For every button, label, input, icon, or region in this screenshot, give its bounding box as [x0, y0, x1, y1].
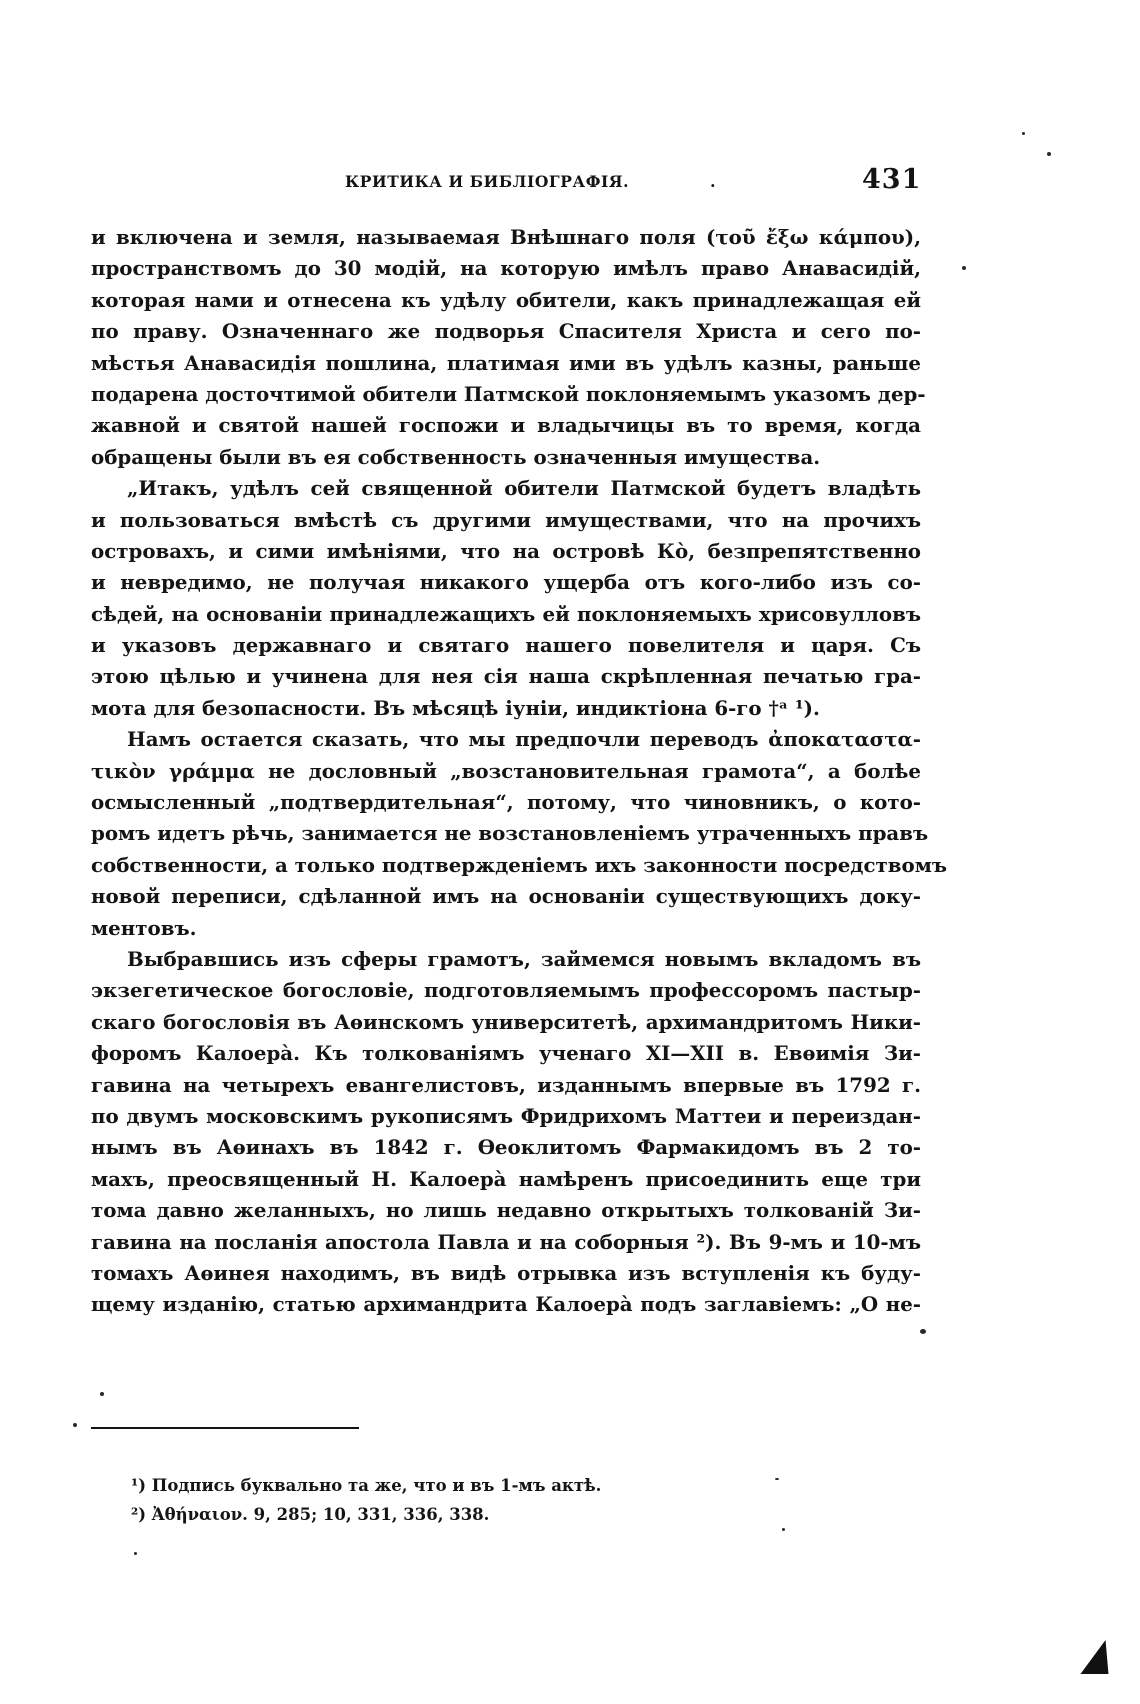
text-line: которая нами и отнесена къ удѣлу обители, какъ принадлежащая ей	[91, 287, 921, 312]
scan-speck	[73, 1423, 77, 1427]
running-head-separator: .	[710, 172, 716, 191]
text-line: τικὸν γράμμα не дословный „возстановительная грамота“, а болѣе	[91, 758, 921, 783]
text-line: нымъ въ Аѳинахъ въ 1842 г. Ѳеоклитомъ Фармакидомъ въ 2 то-	[91, 1135, 921, 1160]
text-line: пространствомъ до 30 модій, на которую имѣлъ право Анавасидій,	[91, 256, 921, 281]
scan-speck	[962, 266, 966, 270]
text-line: тома давно желанныхъ, но лишь недавно открытыхъ толкованій Зи-	[91, 1198, 921, 1223]
text-line: этою цѣлью и учинена для нея сія наша скрѣпленная печатью гра-	[91, 664, 921, 689]
text-line: и невредимо, не получая никакого ущерба отъ кого-либо изъ со-	[91, 570, 921, 595]
page-number: 431	[862, 164, 922, 195]
text-line: собственности, а только подтвержденіемъ ихъ законности посредствомъ	[91, 852, 948, 877]
text-line: по праву. Означеннаго же подворья Спасителя Христа и сего по-	[91, 319, 921, 344]
text-line: и включена и земля, называемая Внѣшнаго поля (τοῦ ἔξω κάμπου),	[91, 225, 921, 249]
footnotes	[131, 1471, 601, 1529]
text-line: осмысленный „подтвердительная“, потому, что чиновникъ, о кото-	[91, 790, 921, 815]
text-line: новой переписи, сдѣланной имъ на основаніи существующихъ доку-	[91, 884, 921, 909]
text-line: форомъ Калоерà. Къ толкованіямъ ученаго XI—XII в. Евѳимія Зи-	[91, 1041, 921, 1066]
text-line: подарена досточтимой обители Патмской поклоняемымъ указомъ дер-	[91, 381, 926, 406]
footnote-rule	[91, 1427, 359, 1429]
scan-corner-mark	[1080, 1640, 1119, 1674]
text-line: жавной и святой нашей госпожи и владычицы въ то время, когда	[91, 413, 921, 438]
text-line: мота для безопасности. Въ мѣсяцѣ іуніи, индиктіона 6-го †ᵃ ¹).	[91, 695, 820, 720]
text-line: гавина на посланія апостола Павла и на соборныя ²). Въ 9-мъ и 10-мъ	[91, 1229, 921, 1254]
running-head: КРИТИКА И БИБЛІОГРАФІЯ.	[345, 172, 630, 191]
text-line: махъ, преосвященный Н. Калоерà намѣренъ присоединить еще три	[91, 1166, 921, 1191]
text-line: скаго богословія въ Аѳинскомъ университетѣ, архимандритомъ Ники-	[91, 1009, 921, 1034]
text-line: экзегетическое богословіе, подготовляемымъ профессоромъ пастыр-	[91, 978, 921, 1003]
scan-speck	[1047, 152, 1051, 156]
text-line: „Итакъ, удѣлъ сей священной обители Патмской будетъ владѣть	[127, 476, 921, 501]
text-line: ментовъ.	[91, 915, 197, 940]
text-line: мѣстья Анавасидія пошлина, платимая ими въ удѣлъ казны, раньше	[91, 350, 921, 375]
text-line: обращены были въ ея собственность означенныя имущества.	[91, 444, 821, 469]
text-line: Намъ остается сказать, что мы предпочли переводъ ἀποκαταστα-	[127, 727, 921, 752]
footnote-2: ²) Ἀθήναιον. 9, 285; 10, 331, 336, 338.	[131, 1505, 490, 1524]
text-line: щему изданію, статью архимандрита Калоерà подъ заглавіемъ: „О не-	[91, 1292, 921, 1317]
text-line: томахъ Аѳинея находимъ, въ видѣ отрывка изъ вступленія къ буду-	[91, 1260, 921, 1285]
scan-speck	[100, 1392, 104, 1396]
scan-speck	[775, 1478, 779, 1480]
text-line: ромъ идетъ рѣчь, занимается не возстановленіемъ утраченныхъ правъ	[91, 821, 929, 846]
text-line: гавина на четырехъ евангелистовъ, изданнымъ впервые въ 1792 г.	[91, 1072, 921, 1097]
footnote-1: ¹) Подпись буквально та же, что и въ 1-мъ актѣ.	[131, 1476, 602, 1495]
text-line: и пользоваться вмѣстѣ съ другими имуществами, что на прочихъ	[91, 507, 921, 532]
text-line: островахъ, и сими имѣніями, что на островѣ Кὸ, безпрепятственно	[91, 538, 921, 563]
text-line: Выбравшись изъ сферы грамотъ, займемся новымъ вкладомъ въ	[127, 946, 921, 971]
scan-speck	[1022, 132, 1025, 135]
scan-speck	[782, 1528, 785, 1531]
scan-speck	[134, 1552, 137, 1555]
text-line: и указовъ державнаго и святаго нашего повелителя и царя. Съ	[91, 633, 921, 658]
text-line: сѣдей, на основаніи принадлежащихъ ей поклоняемыхъ хрисовулловъ	[91, 601, 921, 626]
scan-speck	[920, 1329, 926, 1334]
body-text	[91, 222, 948, 1321]
text-line: по двумъ московскимъ рукописямъ Фридрихомъ Маттеи и переиздан-	[91, 1103, 921, 1128]
